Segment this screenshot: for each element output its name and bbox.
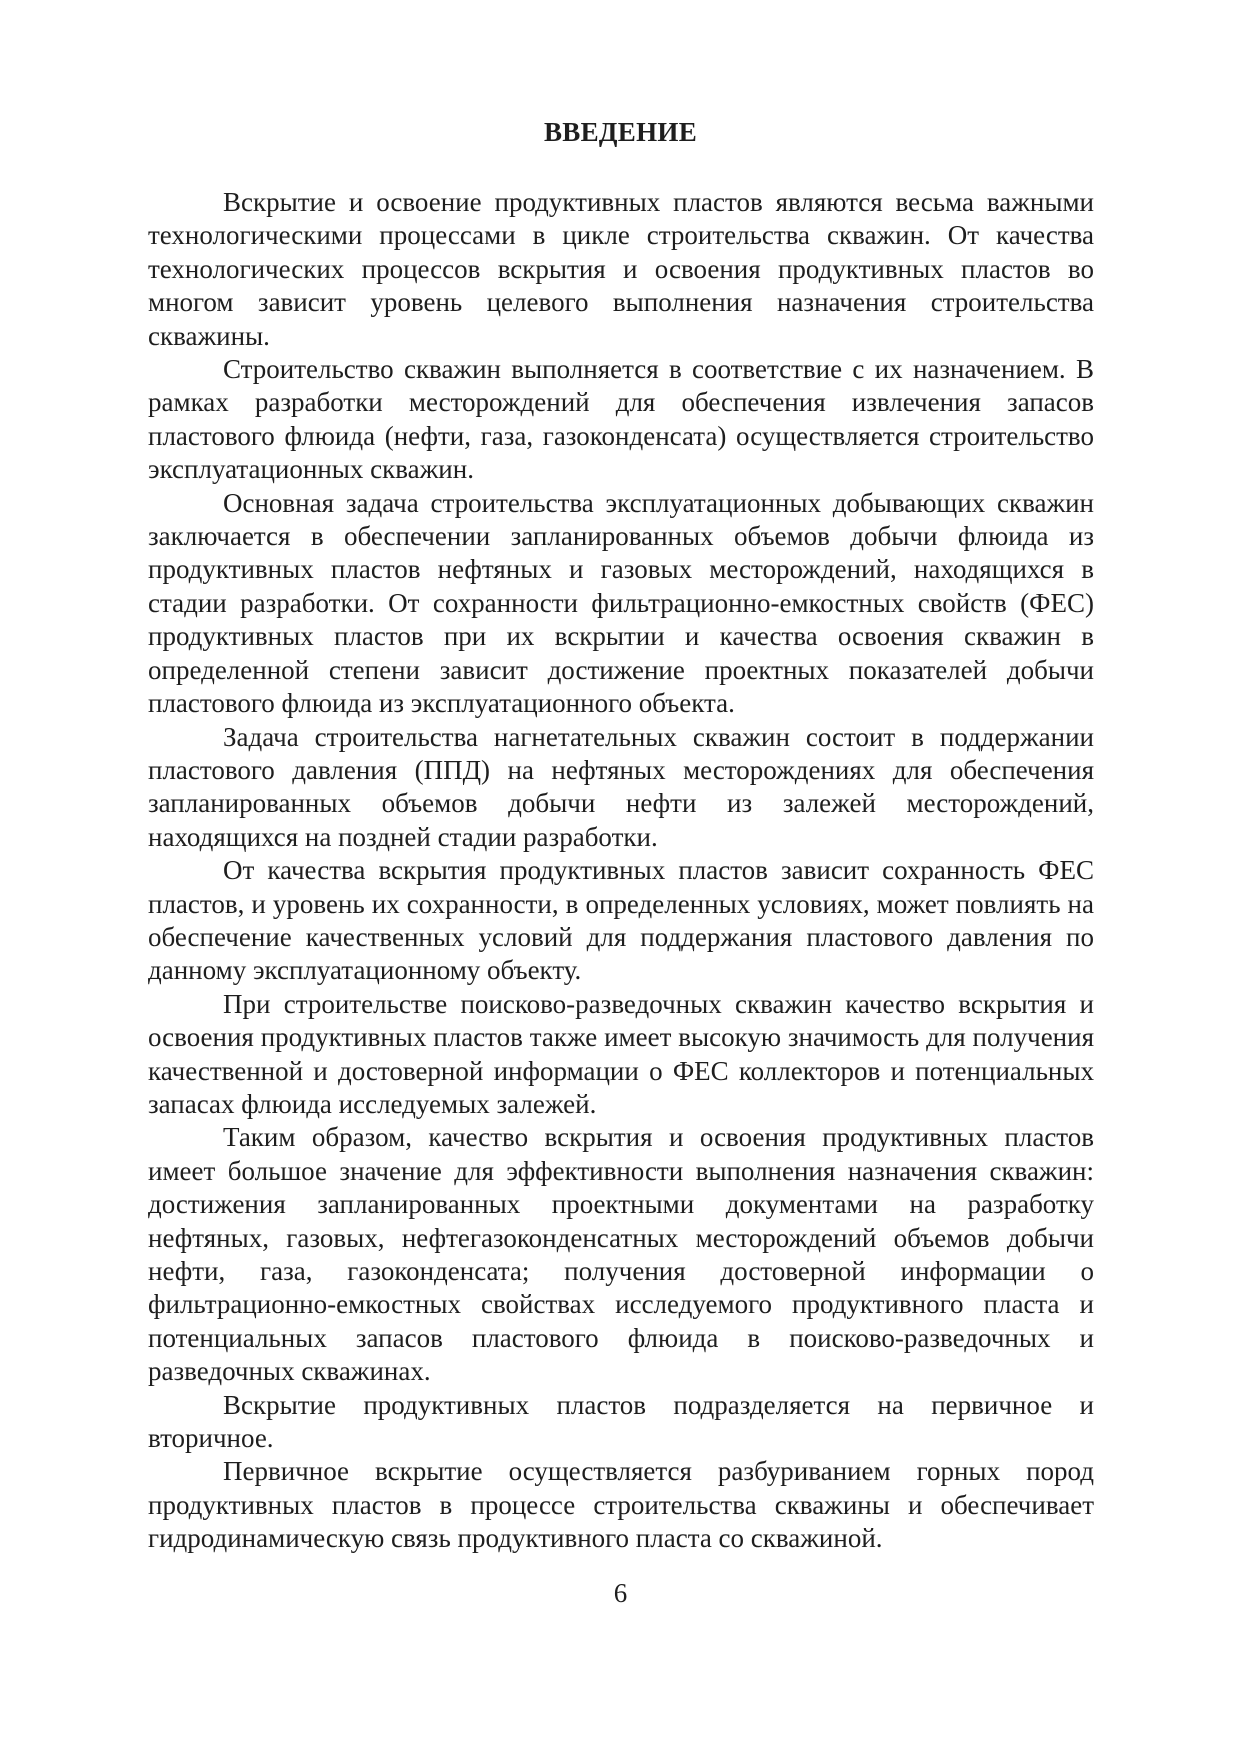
paragraph: От качества вскрытия продуктивных пластов зависит сохранность ФЕС пластов, и уровень их сохранности, в определенных условиях, может повлиять на обеспечение качественных условий для поддержания пластового давления по данному эксплуатационному объекту. <box>148 855 1094 986</box>
document-body <box>148 186 1094 1556</box>
paragraph: Основная задача строительства эксплуатационных добывающих скважин заключается в обеспечении запланированных объемов добычи флюида из продуктивных пластов нефтяных и газовых месторождений, находящихся в стадии разработки. От сохранности фильтрационно-емкостных свойств (ФЕС) продуктивных пластов при их вскрытии и качества освоения скважин в определенной степени зависит достижение проектных показателей добычи пластового флюида из эксплуатационного объекта. <box>148 487 1094 719</box>
paragraph: При строительстве поисково-разведочных скважин качество вскрытия и освоения продуктивных пластов также имеет высокую значимость для получения качественной и достоверной информации о ФЕС коллекторов и потенциальных запасах флюида исследуемых залежей. <box>148 988 1094 1119</box>
paragraph: Вскрытие продуктивных пластов подразделяется на первичное и вторичное. <box>148 1389 1094 1454</box>
paragraph: Таким образом, качество вскрытия и освоения продуктивных пластов имеет большое значение для эффективности выполнения назначения скважин: достижения запланированных проектными документами на разработку нефтяных, газовых, нефтегазоконденсатных месторождений объемов добычи нефти, газа, газоконденсата; получения достоверной информации о фильтрационно-емкостных свойствах исследуемого продуктивного пласта и потенциальных запасов пластового флюида в поисково-разведочных и разведочных скважинах. <box>148 1122 1094 1387</box>
page-number: 6 <box>613 1578 628 1608</box>
paragraph: Вскрытие и освоение продуктивных пластов являются весьма важными технологическими процессами в цикле строительства скважин. От качества технологических процессов вскрытия и освоения продуктивных пластов во многом зависит уровень целевого выполнения назначения строительства скважины. <box>148 187 1094 351</box>
page-title: ВВЕДЕНИЕ <box>543 117 698 147</box>
paragraph: Первичное вскрытие осуществляется разбуриванием горных пород продуктивных пластов в процессе строительства скважины и обеспечивает гидродинамическую связь продуктивного пласта со скважиной. <box>148 1456 1094 1554</box>
paragraph: Строительство скважин выполняется в соответствие с их назначением. В рамках разработки месторождений для обеспечения извлечения запасов пластового флюида (нефти, газа, газоконденсата) осуществляется строительство эксплуатационных скважин. <box>148 354 1094 485</box>
paragraph: Задача строительства нагнетательных скважин состоит в поддержании пластового давления (ППД) на нефтяных месторождениях для обеспечения запланированных объемов добычи нефти из залежей месторождений, находящихся на поздней стадии разработки. <box>148 721 1094 852</box>
